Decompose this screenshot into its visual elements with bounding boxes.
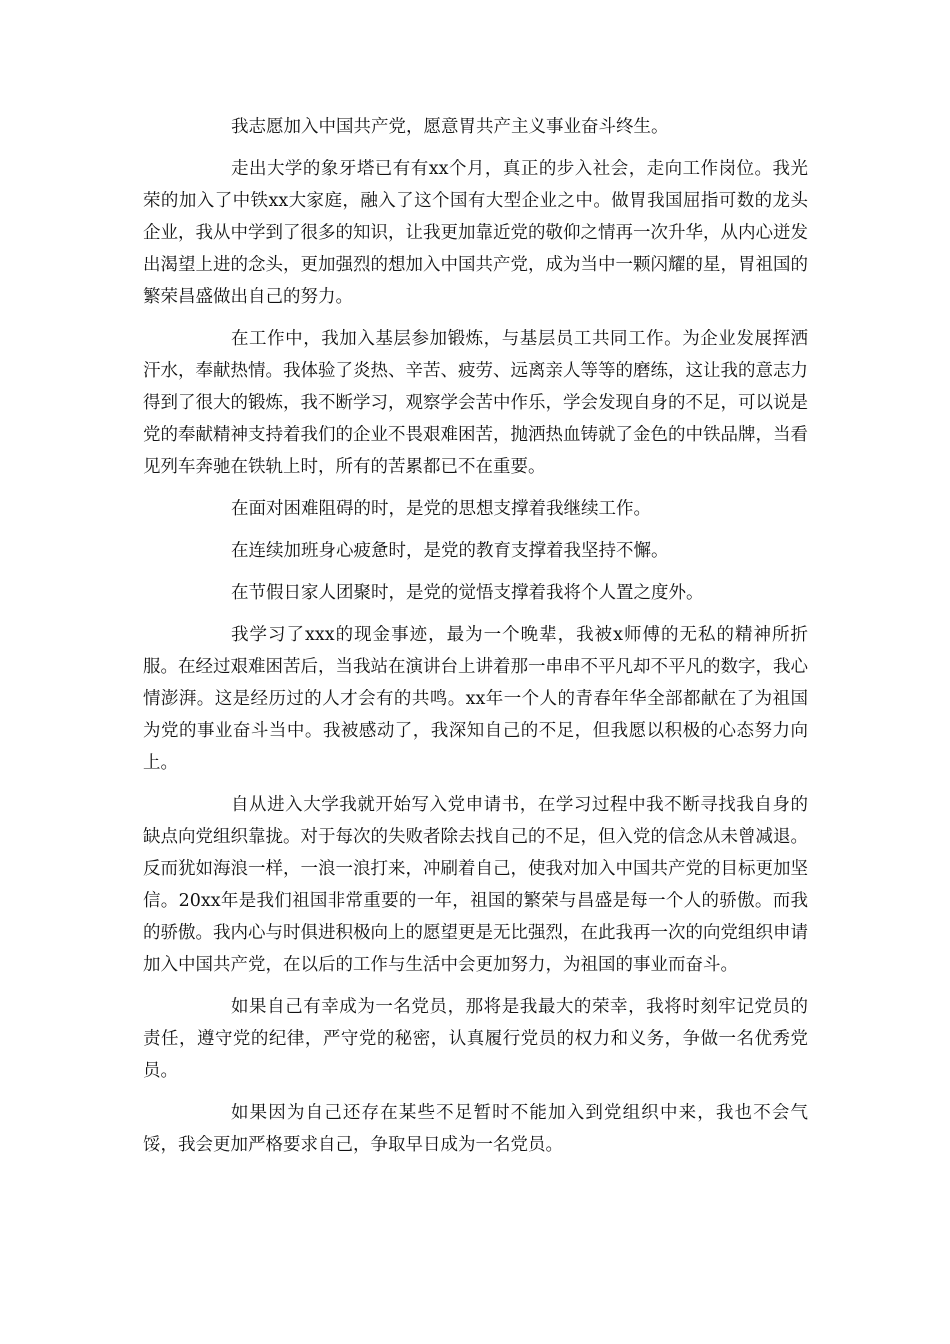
paragraph: 自从进入大学我就开始写入党申请书，在学习过程中我不断寻找我自身的缺点向党组织靠拢。对于每次的失败者除去找自己的不足，但入党的信念从未曾减退。反而犹如海浪一样，一浪一浪打来，冲刷着自己，使我对加入中国共产党的目标更加坚信。20xx年是我们祖国非常重要的一年，祖国的繁荣与昌盛是每一个人的骄傲。而我的骄傲。我内心与时俱进积极向上的愿望更是无比强烈，在此我再一次的向党组织申请加入中国共产党，在以后的工作与生活中会更加努力，为祖国的事业而奋斗。 — [143, 795, 808, 975]
paragraph: 如果自己有幸成为一名党员，那将是我最大的荣幸，我将时刻牢记党员的责任，遵守党的纪律，严守党的秘密，认真履行党员的权力和义务，争做一名优秀党员。 — [143, 997, 808, 1081]
paragraph: 在工作中，我加入基层参加锻炼，与基层员工共同工作。为企业发展挥洒汗水，奉献热情。我体验了炎热、辛苦、疲劳、远离亲人等等的磨练，这让我的意志力得到了很大的锻炼，我不断学习，观察学会苦中作乐，学会发现自身的不足，可以说是党的奉献精神支持着我们的企业不畏艰难困苦，抛洒热血铸就了金色的中铁品牌，当看见列车奔驰在铁轨上时，所有的苦累都已不在重要。 — [143, 329, 808, 477]
paragraph: 走出大学的象牙塔已有有xx个月，真正的步入社会，走向工作岗位。我光荣的加入了中铁xx大家庭，融入了这个国有大型企业之中。做胃我国屈指可数的龙头企业，我从中学到了很多的知识，让我更加靠近党的敬仰之情再一次升华，从内心迸发出渴望上进的念头，更加强烈的想加入中国共产党，成为当中一颗闪耀的星，胃祖国的繁荣昌盛做出自己的努力。 — [143, 159, 808, 307]
paragraph: 在连续加班身心疲惫时，是党的教育支撑着我坚持不懈。 — [231, 541, 669, 561]
paragraph: 在面对困难阻碍的时，是党的思想支撑着我继续工作。 — [231, 499, 651, 519]
document-body — [143, 111, 808, 1171]
paragraph: 我学习了xxx的现金事迹，最为一个晚辈，我被x师傅的无私的精神所折服。在经过艰难困苦后，当我站在演讲台上讲着那一串串不平凡却不平凡的数字，我心情澎湃。这是经历过的人才会有的共鸣。xx年一个人的青春年华全部都献在了为祖国为党的事业奋斗当中。我被感动了，我深知自己的不足，但我愿以积极的心态努力向上。 — [143, 625, 808, 773]
paragraph: 我志愿加入中国共产党，愿意胃共产主义事业奋斗终生。 — [231, 117, 669, 137]
paragraph: 在节假日家人团聚时，是党的觉悟支撑着我将个人置之度外。 — [231, 583, 704, 603]
paragraph: 如果因为自己还存在某些不足暂时不能加入到党组织中来，我也不会气馁，我会更加严格要求自己，争取早日成为一名党员。 — [143, 1103, 808, 1155]
